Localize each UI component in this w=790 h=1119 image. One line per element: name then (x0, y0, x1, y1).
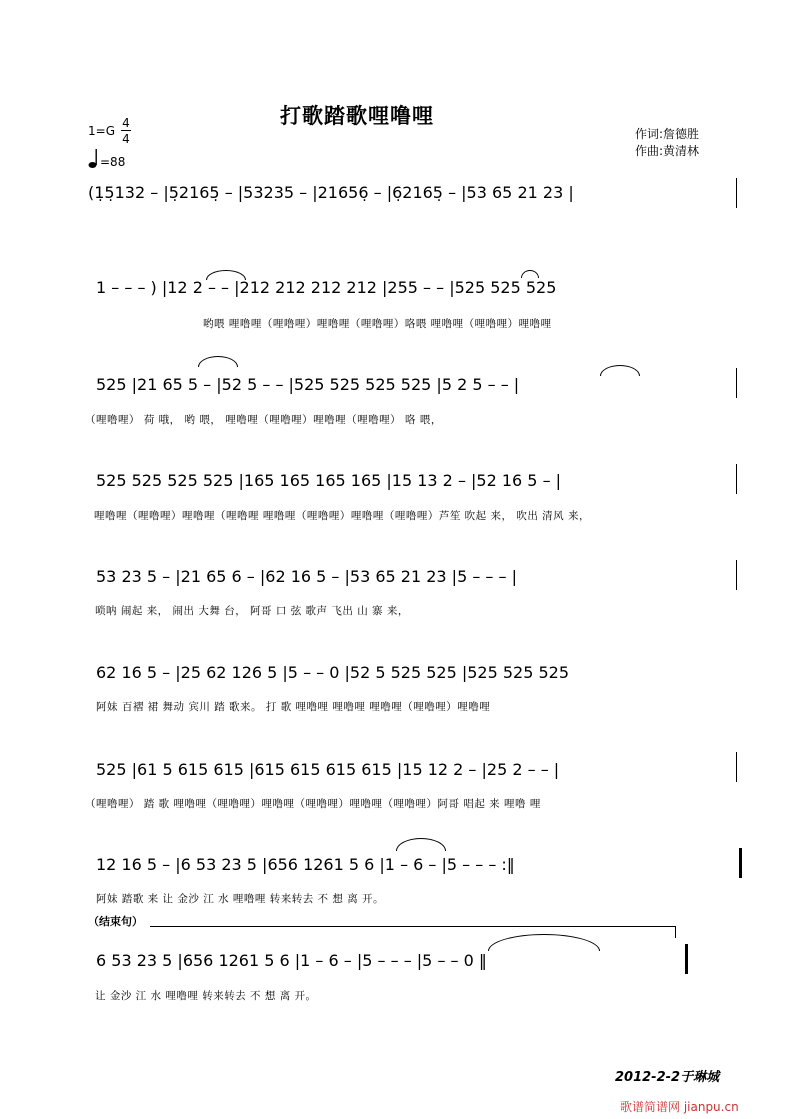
row-1-end-barline (736, 178, 737, 208)
notation-row-7: 525 |61 5 615 615 |615 615 615 615 |15 12 2 – |25 2 – – | (96, 760, 560, 779)
ending-bracket-hook (675, 926, 676, 938)
date-signature: 2012-2-2于琳城 (615, 1070, 720, 1085)
lyric-row-5: 唢呐 闹起 来， 闹出 大舞 台， 阿哥 口 弦 歌声 飞出 山 寨 来， (95, 605, 409, 617)
time-signature-top: 4 (122, 116, 130, 130)
lyric-row-8: 阿妹 踏歌 来 让 金沙 江 水 哩噜哩 转来转去 不 想 离 开。 (96, 893, 385, 905)
slur-row-9-b (488, 934, 600, 951)
lyric-row-4: 哩噜哩（哩噜哩）哩噜哩（哩噜哩 哩噜哩（哩噜哩）哩噜哩（哩噜哩）芦笙 吹起 来， 吹出 清风 来， (94, 510, 591, 522)
notation-row-9: 6 53 23 5 |656 1261 5 6 |1 – 6 – |5 – – – |5 – – 0 ‖ (96, 951, 487, 970)
tempo-marking: =88 (100, 155, 126, 169)
row-4-end-barline (736, 464, 737, 494)
slur-row-3-a (198, 356, 238, 367)
row-3-end-barline (736, 368, 737, 398)
slur-row-2-a (206, 270, 246, 280)
page-title: 打歌踏歌哩噜哩 (280, 104, 434, 128)
quarter-note-icon (88, 148, 100, 174)
final-barline (685, 944, 688, 974)
notation-row-6: 62 16 5 – |25 62 126 5 |5 – – 0 |52 5 525 525 |525 525 525 (96, 663, 570, 682)
slur-row-9-a (396, 838, 446, 851)
notation-row-5: 53 23 5 – |21 65 6 – |62 16 5 – |53 65 21 23 |5 – – – | (96, 567, 517, 586)
lyric-row-3: （哩噜哩） 荷 哦， 哟 喂， 哩噜哩（哩噜哩）哩噜哩（哩噜哩） 咯 喂， (85, 414, 442, 426)
repeat-end-barline (739, 848, 742, 878)
row-7-end-barline (736, 752, 737, 782)
notation-row-3: 525 |21 65 5 – |52 5 – – |525 525 525 525 |5 2 5 – – | (96, 375, 520, 394)
key-signature: 1=G (88, 124, 115, 138)
notation-row-8: 12 16 5 – |6 53 23 5 |656 1261 5 6 |1 – 6 – |5 – – – :‖ (96, 855, 515, 874)
lyric-row-2: 哟喂 哩噜哩（哩噜哩）哩噜哩（哩噜哩）咯喂 哩噜哩（哩噜哩）哩噜哩 (203, 318, 552, 330)
lyric-row-6: 阿妹 百褶 裙 舞动 宾川 踏 歌来。 打 歌 哩噜哩 哩噜哩 哩噜哩（哩噜哩）哩噜哩 (96, 701, 491, 713)
ending-label: （结束句） (88, 915, 143, 928)
notation-row-4: 525 525 525 525 |165 165 165 165 |15 13 2 – |52 16 5 – | (96, 471, 562, 490)
notation-row-1: (1̣5̣132 – |5̣2165̣ – |53235 – |21656̣ – |6̣2165̣ – |53 65 21 23 | (88, 183, 574, 202)
lyricist-credit: 作词:詹德胜 (635, 127, 700, 141)
composer-credit: 作曲:黄清林 (635, 144, 700, 158)
row-5-end-barline (736, 560, 737, 590)
time-signature-divider (121, 130, 131, 131)
ending-bracket-line (150, 926, 675, 927)
lyric-row-9: 让 金沙 江 水 哩噜哩 转来转去 不 想 离 开。 (95, 990, 317, 1002)
notation-row-2: 1 – – – ) |12 2 – – |212 212 212 212 |255 – – |525 525 525 (96, 278, 557, 297)
slur-row-2-b (521, 270, 539, 278)
time-signature-bottom: 4 (122, 132, 130, 146)
slur-row-3-b (600, 365, 640, 376)
lyric-row-7: （哩噜哩） 踏 歌 哩噜哩（哩噜哩）哩噜哩（哩噜哩）哩噜哩（哩噜哩）阿哥 唱起 来 哩噜 哩 (85, 798, 541, 810)
watermark: 歌谱简谱网 jianpu.cn (620, 1100, 739, 1114)
